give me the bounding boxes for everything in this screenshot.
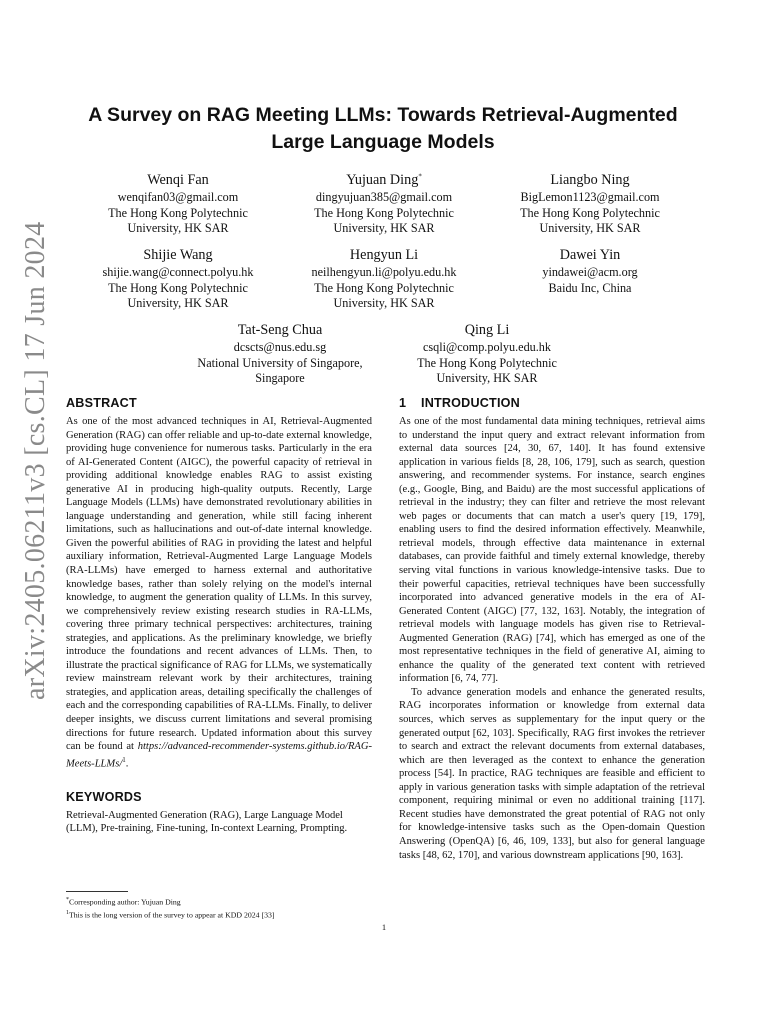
author-block [284, 246, 484, 312]
author-block [284, 171, 484, 237]
author-affiliation: The Hong Kong Polytechnic [520, 205, 660, 220]
keywords-heading: KEYWORDS [66, 789, 142, 804]
author-email[interactable]: neilhengyun.li@polyu.edu.hk [311, 265, 457, 279]
footnote: *Corresponding author: Yujuan Ding [66, 897, 181, 907]
introduction-paragraph: As one of the most fundamental data mining techniques, retrieval aims to understand the input query and extract relevant information from external data sources [24, 30, 67, 140]. It has found extensive application in various fields [8, 28, 106, 179], such as search, question answering, and recommender systems. For instance, search engines (e.g., Google, Bing, and Baidu) are the most successful applications of retrieval in the industry; they can filter and retrieve the most relevant web pages or documents that can match a user's query [19, 179], enabling users to find the desired information effectively. Meanwhile, retrieval models, through effective data maintenance in external databases, can provide faithful and timely external knowledge, thereby serving vital functions in various knowledge-intensive tasks. Due to their powerful capacities, retrieval techniques have been successfully incorporated into advanced generative models in the era of AI-Generated Content (AIGC) [77, 132, 163]. Notably, the integration of retrieval models with language models has given rise to Retrieval-Augmented Generation (RAG) [74], which has emerged as one of the most representative techniques in the field of generative AI, aiming to enhance the quality of the generated text content with retrieved information [6, 74, 77]. [399, 416, 705, 685]
left-column [66, 395, 372, 836]
author-name: Shijie Wang [143, 247, 213, 263]
keywords-text: Retrieval-Augmented Generation (RAG), Large Language Model (LLM), Pre-training, Fine-tuning, In-context Learning, Prompting. [66, 809, 348, 835]
introduction-heading: 1 INTRODUCTION [399, 396, 520, 410]
author-affiliation: University, HK SAR [127, 296, 229, 311]
author-block [387, 321, 587, 387]
author-name: Wenqi Fan [147, 172, 209, 188]
author-email[interactable]: shijie.wang@connect.polyu.hk [102, 265, 254, 279]
author-affiliation: The Hong Kong Polytechnic [417, 355, 557, 370]
author-affiliation: Baidu Inc, China [548, 280, 632, 295]
author-email[interactable]: csqli@comp.polyu.edu.hk [422, 340, 551, 354]
author-block [78, 246, 278, 312]
footnote: $^1$This is the long version of the survey to appear at KDD 2024 [33] [66, 909, 275, 920]
author-affiliation: The Hong Kong Polytechnic [314, 280, 454, 295]
paper-title: A Survey on RAG Meeting LLMs: Towards Retrieval-Augmented Large Language Models [88, 104, 678, 153]
author-block [490, 246, 690, 296]
author-affiliation: The Hong Kong Polytechnic [108, 205, 248, 220]
author-affiliation: The Hong Kong Polytechnic [314, 205, 454, 220]
author-email[interactable]: yindawei@acm.org [542, 265, 638, 279]
corresponding-author-mark: * [418, 172, 422, 181]
author-affiliation: University, HK SAR [436, 371, 538, 386]
author-name: Tat-Seng Chua [237, 322, 323, 338]
author-affiliation: University, HK SAR [333, 221, 435, 236]
author-block [78, 171, 278, 237]
author-block [180, 321, 380, 387]
author-name: Yujuan Ding* [346, 172, 422, 188]
introduction-paragraph: To advance generation models and enhance the generated results, RAG incorporates information or knowledge from external data sources, which serves as supplementary for the input query or the generated output [62, 103]. Specifically, RAG first invokes the retriever to search and extract the relevant documents from external databases, which are then leveraged as the context to enhance the generation process [54]. In practice, RAG techniques are feasible and efficient to apply in various generation tasks with simple adaptation of the retrieval component, requiring minimal or even no additional training [117]. Recent studies have demonstrated the great potential of RAG not only for knowledge-intensive tasks such as the Open-domain Question Answering (OpenQA) [6, 46, 109, 133], but also for general language tasks [48, 62, 170], and various downstream applications [90, 163]. [399, 686, 705, 861]
survey-link[interactable]: https://advanced-recommender-systems.github.io/RAG-Meets-LLMs/ [66, 741, 372, 770]
arxiv-identifier-text: arXiv:2405.06211v3 [cs.CL] 17 Jun 2024 [20, 221, 51, 700]
author-email[interactable]: dcscts@nus.edu.sg [233, 340, 327, 354]
author-name: Liangbo Ning [550, 172, 630, 188]
footnotes [66, 895, 366, 920]
author-name: Hengyun Li [349, 247, 419, 263]
footnote-divider [66, 891, 128, 892]
author-email[interactable]: dingyujuan385@gmail.com [315, 190, 453, 204]
author-block [490, 171, 690, 237]
footnote-mark: 1 [122, 755, 126, 764]
abstract-text: As one of the most advanced techniques in AI, Retrieval-Augmented Generation (RAG) can offer reliable and up-to-date external knowledge, providing huge convenience for numerous tasks. Particularly in the era of AI-Generated Content (AIGC), the powerful capacity of retrieval in providing additional knowledge enables RAG to assist existing generative AI in producing high-quality outputs. Recently, Large Language Models (LLMs) have demonstrated revolutionary abilities in language understanding and generation, while still facing inherent limitations, such as hallucinations and out-of-date internal knowledge. Given the powerful abilities of RAG in providing the latest and helpful auxiliary information, Retrieval-Augmented Large Language Models (RA-LLMs) have emerged to harness external and authoritative knowledge bases, rather than solely relying on the model's internal knowledge, to augment the generation quality of LLMs. In this survey, we comprehensively review existing research studies in RA-LLMs, covering three primary technical perspectives: architectures, training strategies, and applications. As the preliminary knowledge, we briefly introduce the foundations and recent advances of LLMs. Then, to illustrate the practical significance of RAG for LLMs, we systematically review mainstream relevant work by their architectures, training strategies, and application areas, detailing specifically the challenges of each and the corresponding capabilities of RA-LLMs. Finally, to deliver deeper insights, we discuss current limitations and several promising directions for future research. Updated information about this survey can be found at https://advanced-recommender-systems.github.io/RAG-Meets-LLMs/$^1$. [66, 416, 372, 770]
author-affiliation: University, HK SAR [333, 296, 435, 311]
author-name: Dawei Yin [559, 247, 621, 263]
page-number: 1 [381, 922, 387, 932]
author-affiliation: The Hong Kong Polytechnic [108, 280, 248, 295]
right-column [399, 395, 705, 862]
author-affiliation: National University of Singapore, [197, 355, 363, 370]
author-affiliation: Singapore [255, 371, 305, 386]
abstract-heading: ABSTRACT [66, 396, 137, 410]
author-email[interactable]: BigLemon1123@gmail.com [520, 190, 660, 204]
author-affiliation: University, HK SAR [539, 221, 641, 236]
author-email[interactable]: wenqifan03@gmail.com [117, 190, 239, 204]
author-affiliation: University, HK SAR [127, 221, 229, 236]
author-name: Qing Li [464, 322, 510, 338]
